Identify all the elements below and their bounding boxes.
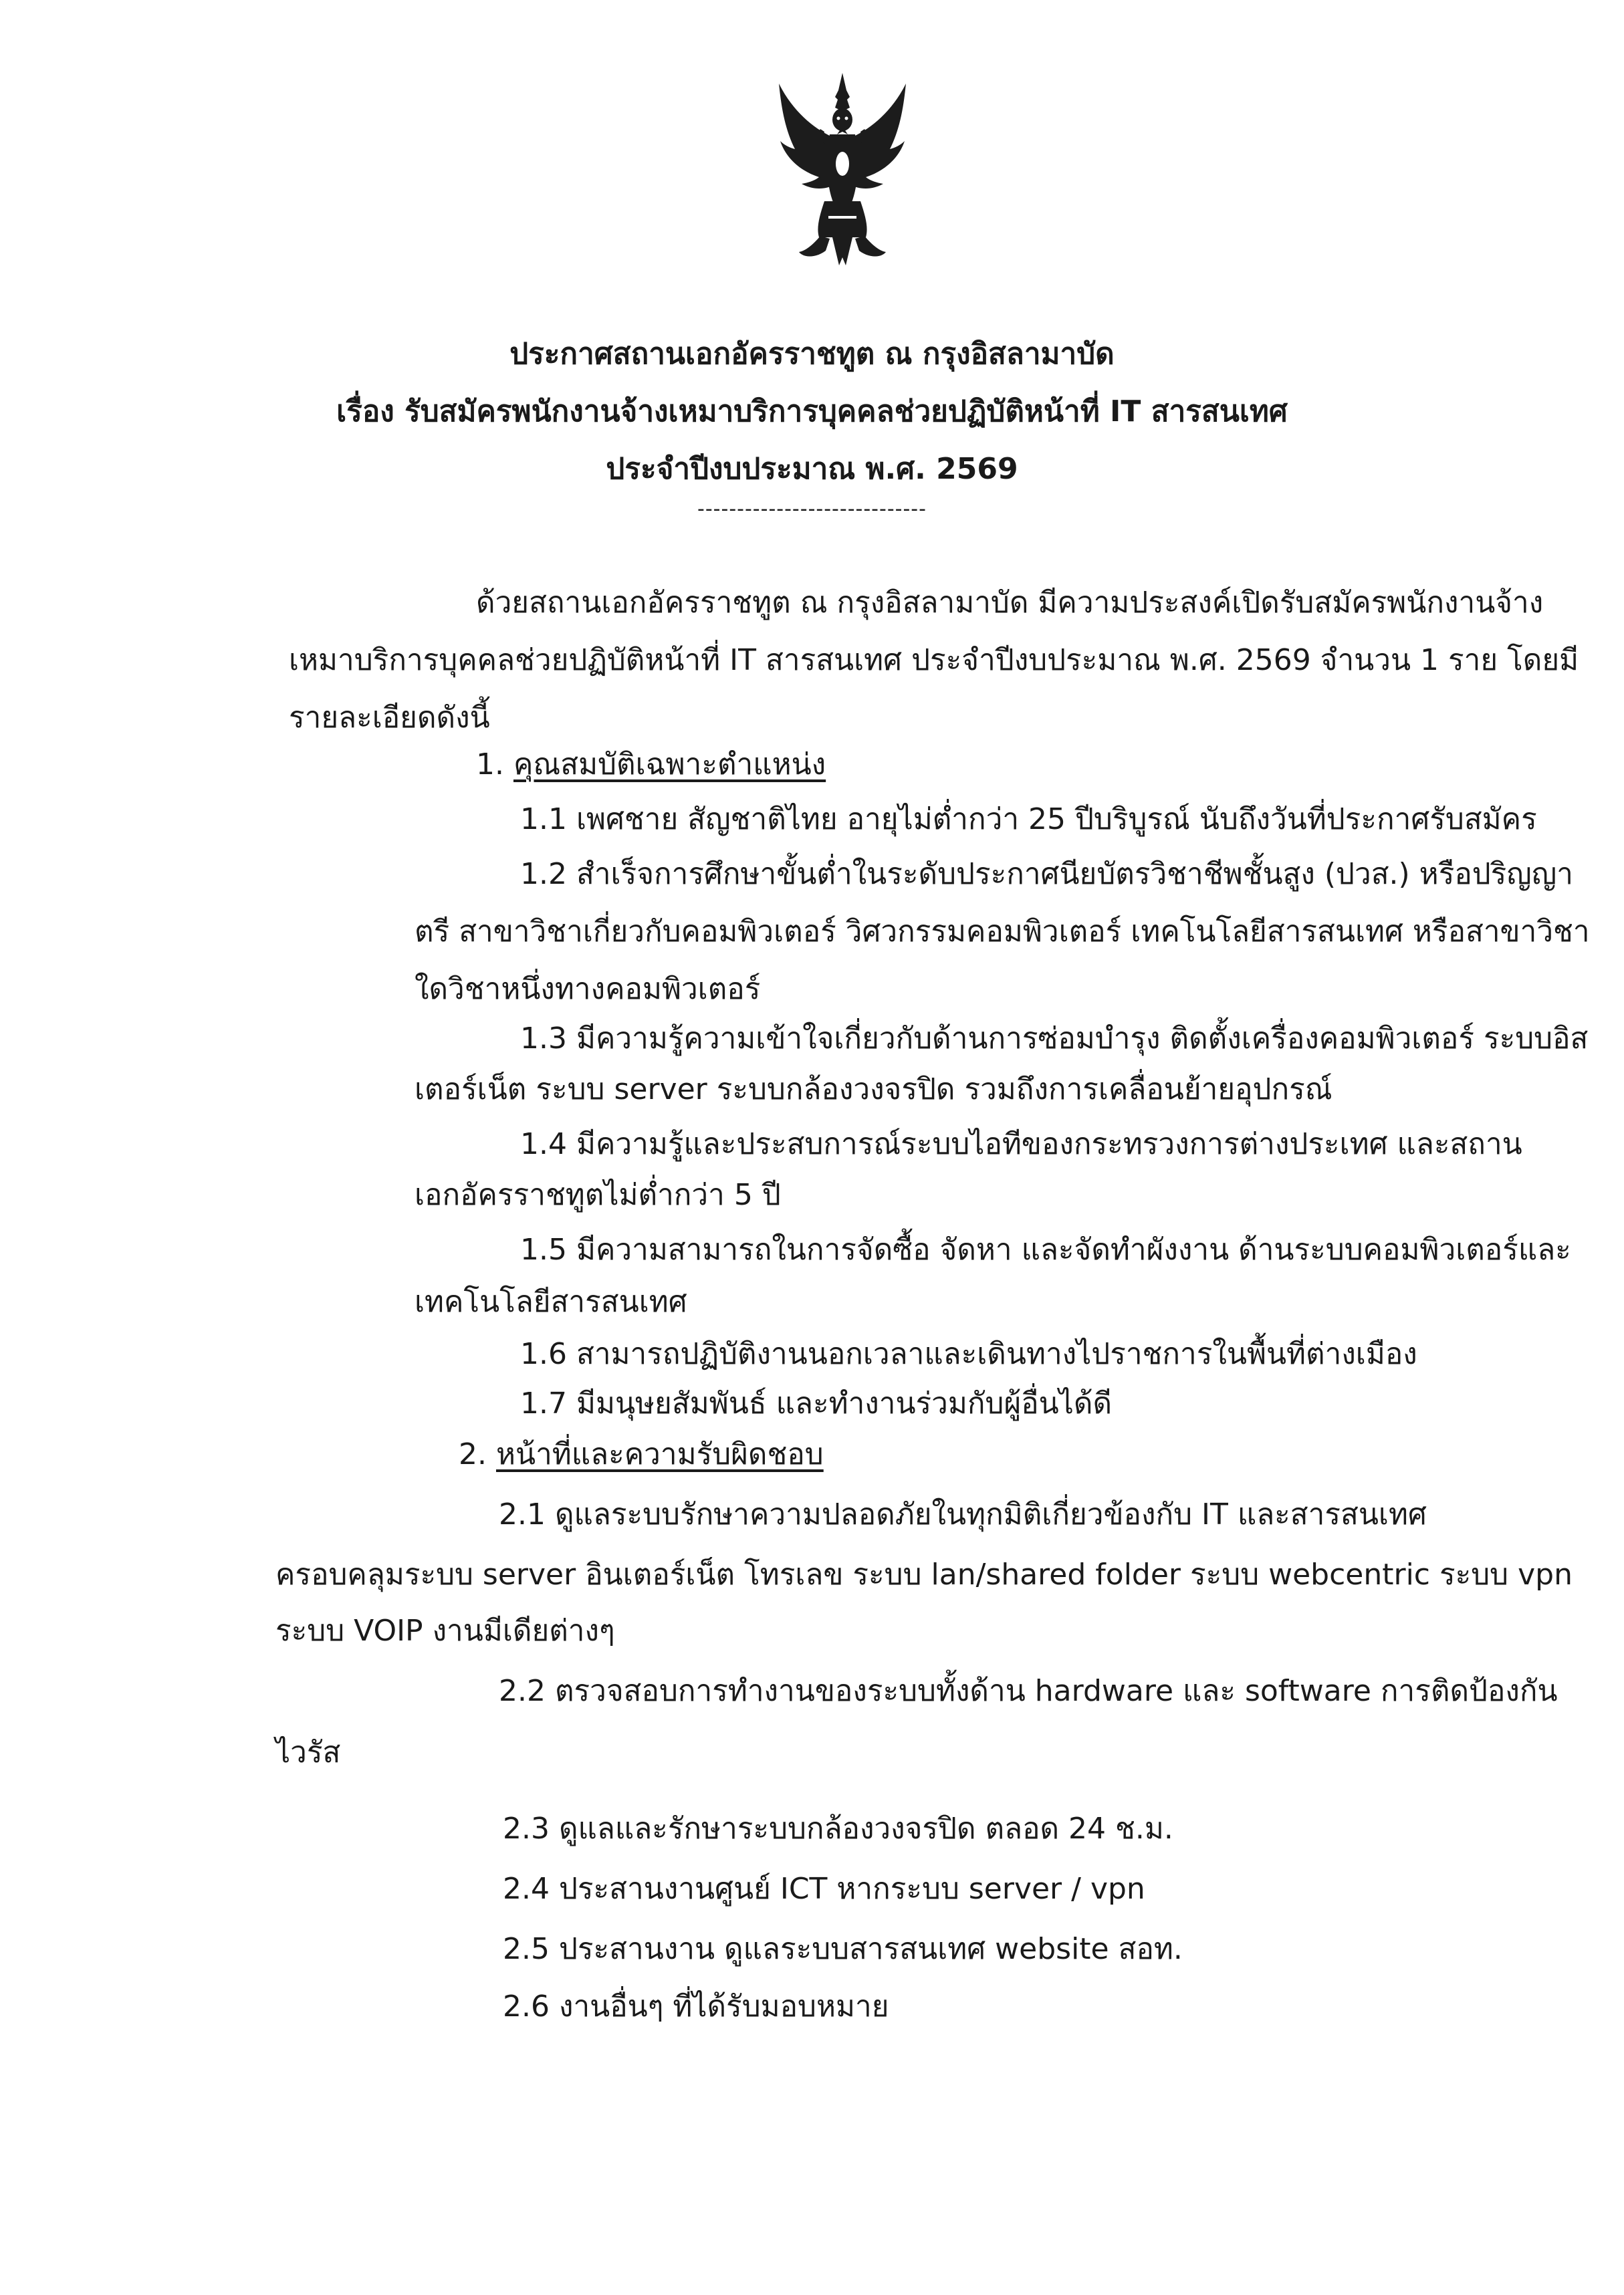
intro-line-1: ด้วยสถานเอกอัครราชทูต ณ กรุงอิสลามาบัด มีความประสงค์เปิดรับสมัครพนักงานจ้าง	[476, 586, 1544, 620]
item-1-6-line-1: 1.6 สามารถปฏิบัติงานนอกเวลาและเดินทางไปราชการในพื้นที่ต่างเมือง	[520, 1337, 1417, 1371]
item-1-4-line-1: 1.4 มีความรู้และประสบการณ์ระบบไอทีของกระทรวงการต่างประเทศ และสถาน	[520, 1127, 1522, 1161]
item-1-3-line-2: เตอร์เน็ต ระบบ server ระบบกล้องวงจรปิด รวมถึงการเคลื่อนย้ายอุปกรณ์	[415, 1072, 1332, 1106]
title-line-1: ประกาศสถานเอกอัครราชทูต ณ กรุงอิสลามาบัด	[509, 337, 1115, 371]
item-2-4-line-1: 2.4 ประสานงานศูนย์ ICT หากระบบ server / vpn	[503, 1872, 1145, 1906]
section-1-number: 1.	[476, 747, 504, 781]
title-line-2: เรื่อง รับสมัครพนักงานจ้างเหมาบริการบุคคลช่วยปฏิบัติหน้าที่ IT สารสนเทศ	[336, 394, 1288, 429]
item-2-6-line-1: 2.6 งานอื่นๆ ที่ได้รับมอบหมาย	[503, 1989, 889, 2024]
item-1-5-line-1: 1.5 มีความสามารถในการจัดซื้อ จัดหา และจัดทำผังงาน ด้านระบบคอมพิวเตอร์และ	[520, 1233, 1571, 1267]
section-1-title: คุณสมบัติเฉพาะตำแหน่ง	[513, 747, 826, 781]
title-separator: -----------------------------	[697, 497, 927, 521]
item-1-1-line-1: 1.1 เพศชาย สัญชาติไทย อายุไม่ต่ำกว่า 25 ปีบริบูรณ์ นับถึงวันที่ประกาศรับสมัคร	[520, 802, 1537, 836]
item-2-1-line-3: ระบบ VOIP งานมีเดียต่างๆ	[275, 1614, 615, 1648]
title-line-3: ประจำปีงบประมาณ พ.ศ. 2569	[606, 452, 1018, 486]
item-2-3-line-1: 2.3 ดูแลและรักษาระบบกล้องวงจรปิด ตลอด 24 ช.ม.	[503, 1812, 1173, 1846]
item-1-7-line-1: 1.7 มีมนุษยสัมพันธ์ และทำงานร่วมกับผู้อื่นได้ดี	[520, 1386, 1113, 1421]
item-2-1-line-1: 2.1 ดูแลระบบรักษาความปลอดภัยในทุกมิติเกี่ยวข้องกับ IT และสารสนเทศ	[499, 1497, 1427, 1532]
section-1-heading	[476, 745, 826, 784]
section-2-title: หน้าที่และความรับผิดชอบ	[495, 1437, 824, 1471]
item-1-4-line-2: เอกอัครราชทูตไม่ต่ำกว่า 5 ปี	[415, 1178, 781, 1212]
item-2-2-line-2: ไวรัส	[275, 1735, 341, 1770]
intro-line-2: เหมาบริการบุคคลช่วยปฏิบัติหน้าที่ IT สารสนเทศ ประจำปีงบประมาณ พ.ศ. 2569 จำนวน 1 ราย โดยมี	[289, 643, 1579, 677]
intro-line-3: รายละเอียดดังนี้	[289, 701, 490, 735]
item-1-5-line-2: เทคโนโลยีสารสนเทศ	[415, 1285, 687, 1319]
item-2-5-line-1: 2.5 ประสานงาน ดูแลระบบสารสนเทศ website สอท.	[503, 1932, 1183, 1966]
section-2-number: 2.	[459, 1437, 487, 1471]
item-1-2-line-2: ตรี สาขาวิชาเกี่ยวกับคอมพิวเตอร์ วิศวกรรมคอมพิวเตอร์ เทคโนโลยีสารสนเทศ หรือสาขาวิชา	[415, 915, 1590, 949]
item-2-1-line-2: ครอบคลุมระบบ server อินเตอร์เน็ต โทรเลข ระบบ lan/shared folder ระบบ webcentric ระบบ vpn	[275, 1558, 1573, 1592]
item-1-2-line-1: 1.2 สำเร็จการศึกษาขั้นต่ำในระดับประกาศนียบัตรวิชาชีพชั้นสูง (ปวส.) หรือปริญญา	[520, 857, 1573, 891]
item-1-2-line-3: ใดวิชาหนึ่งทางคอมพิวเตอร์	[415, 972, 761, 1006]
item-2-2-line-1: 2.2 ตรวจสอบการทำงานของระบบทั้งด้าน hardware และ software การติดป้องกัน	[499, 1674, 1558, 1708]
section-2-heading	[459, 1435, 824, 1474]
item-1-3-line-1: 1.3 มีความรู้ความเข้าใจเกี่ยวกับด้านการซ่อมบำรุง ติดตั้งเครื่องคอมพิวเตอร์ ระบบอิส	[520, 1021, 1589, 1056]
garuda-emblem	[772, 70, 913, 271]
